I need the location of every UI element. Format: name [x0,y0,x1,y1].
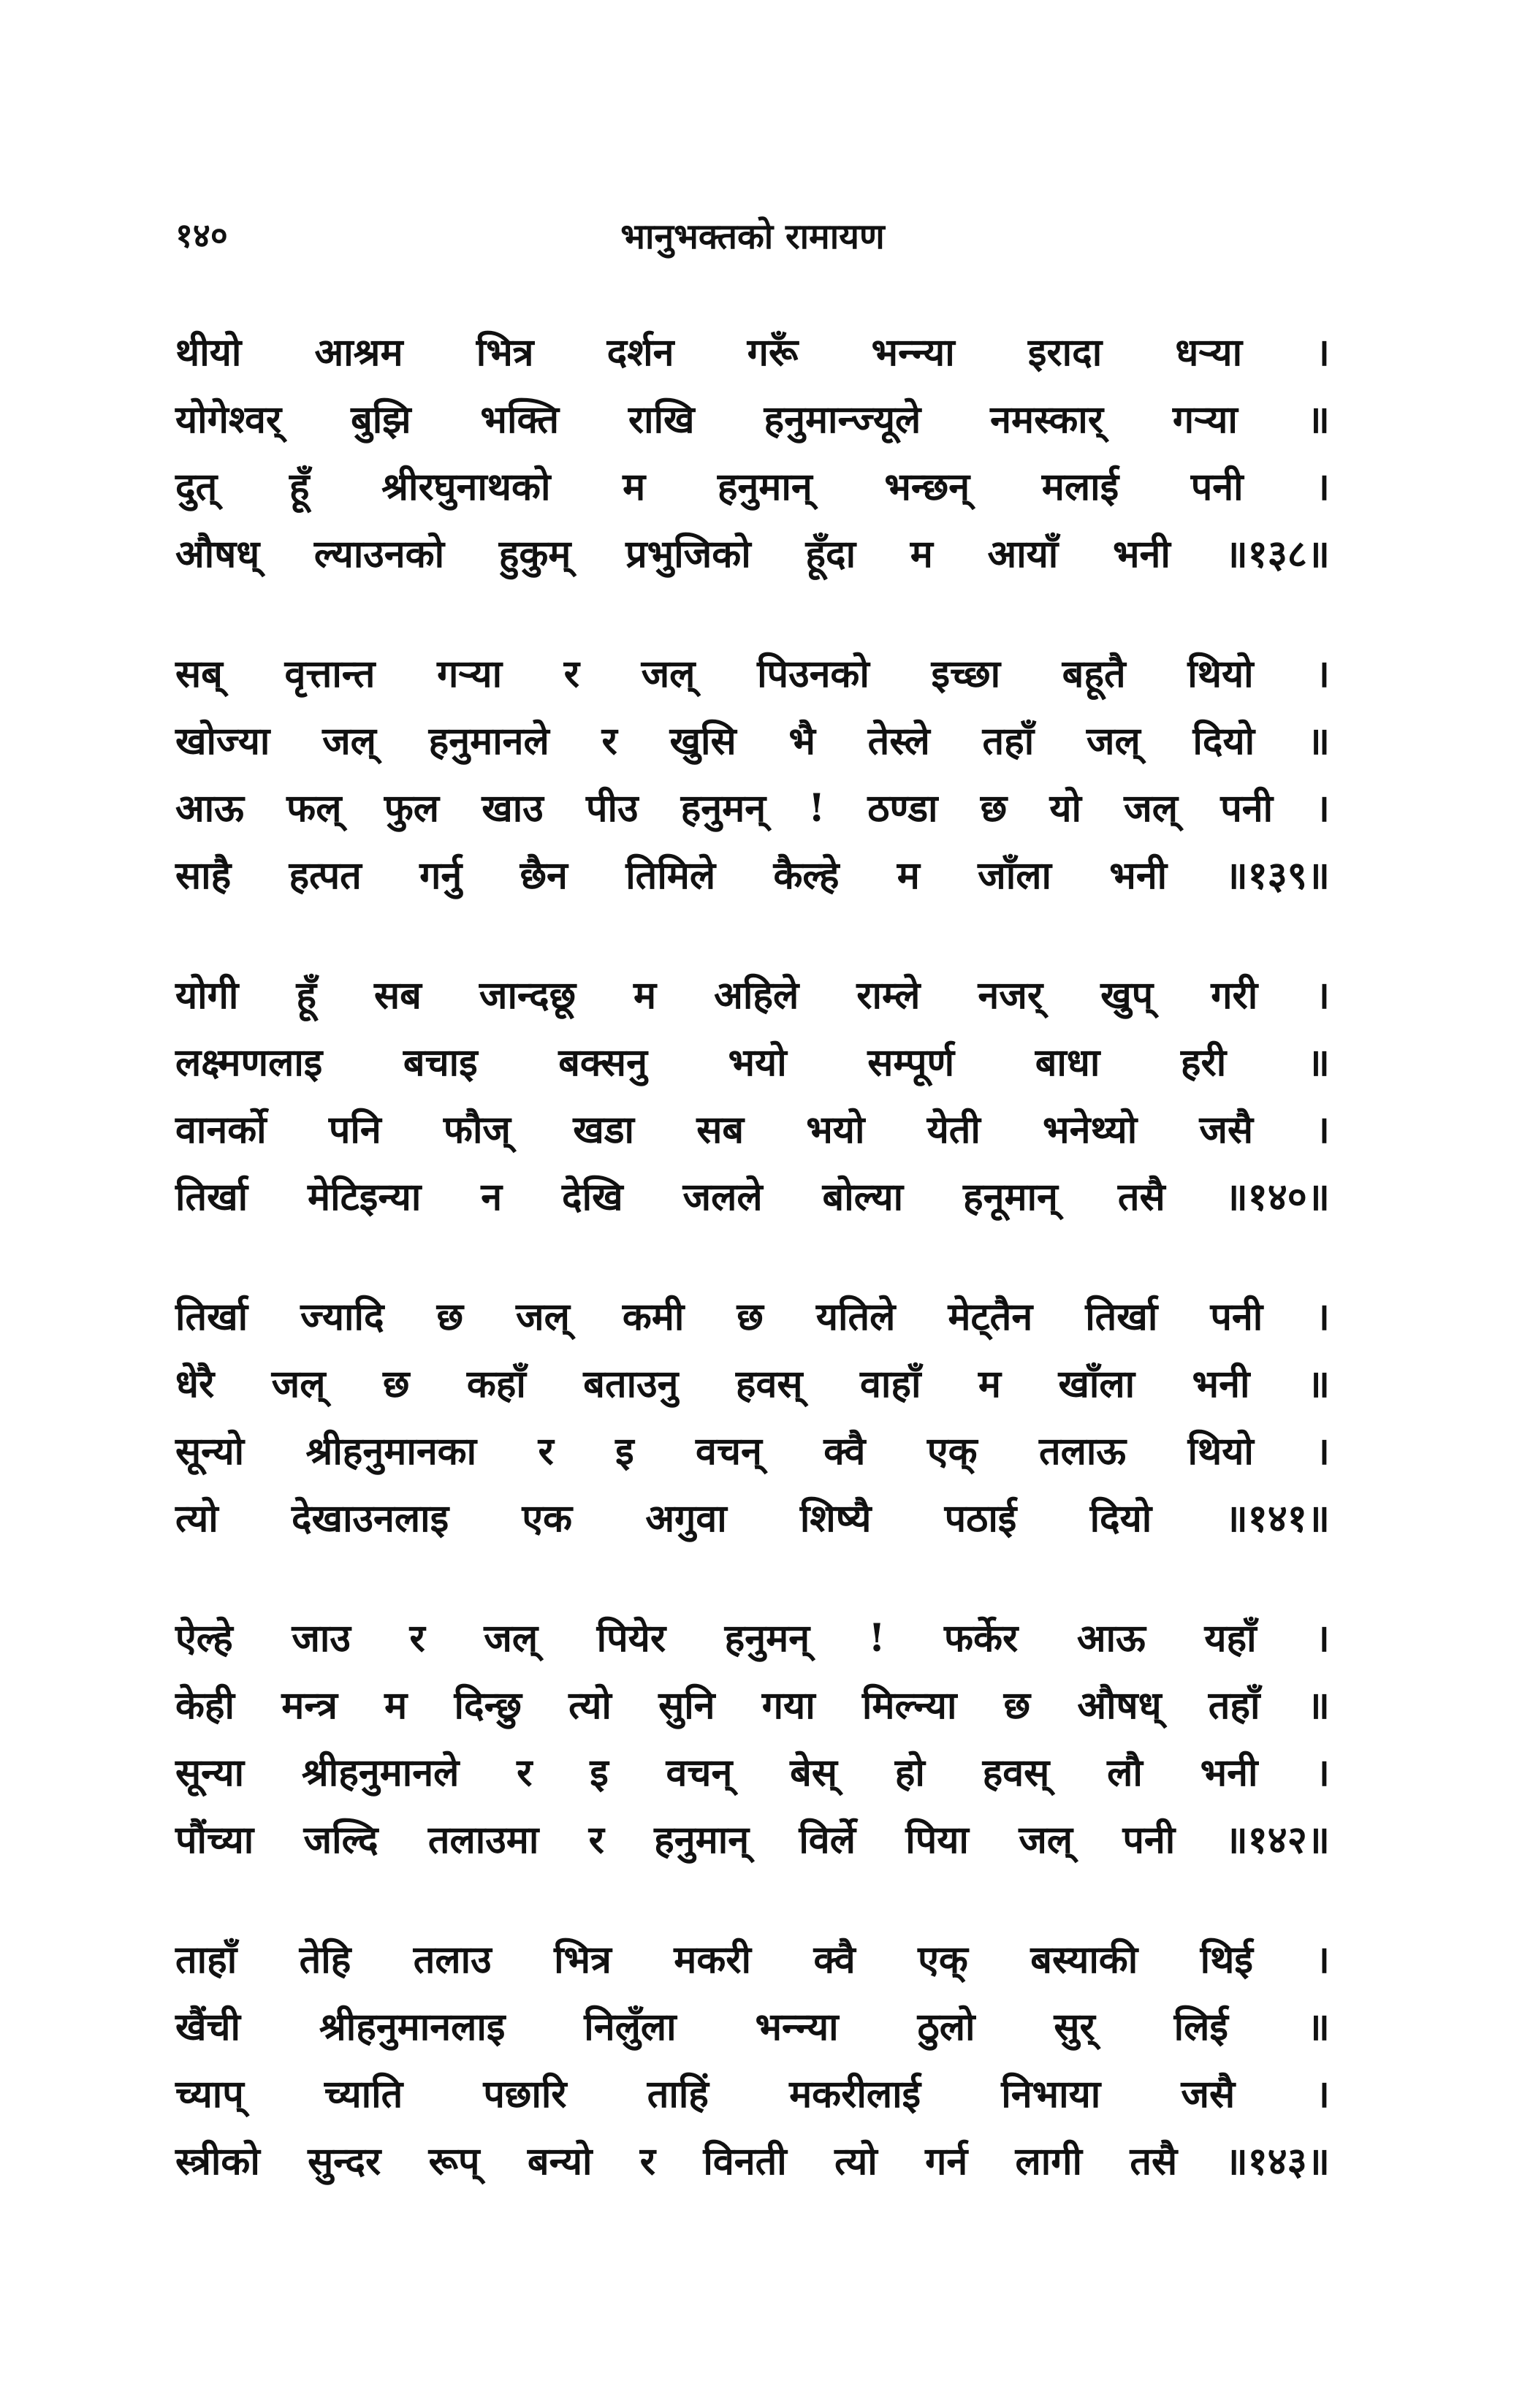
stanza [175,1932,1330,2254]
verse-word: राम्ले [856,973,921,1018]
verse-word: । [1315,973,1330,1018]
verse-word: पछारि [483,2072,567,2116]
verse-word: । [1315,1429,1330,1474]
verse-word: वृत्तान्त [284,652,376,696]
verse-line [175,1611,1330,1678]
verse-word: नजर् [978,973,1043,1018]
verse-word: ज्यादि [300,1295,384,1339]
verse-word: श्रीहनुमानलाइ [319,2005,506,2049]
verse-word: फुल [384,786,440,831]
verse-word: सून्या [175,1750,245,1795]
verse-word: छैन [520,853,568,898]
verse-word: सुन्दर [308,2139,381,2184]
verse-word: इच्छा [931,652,1001,696]
verse-word: ताहाँ [175,1938,237,1982]
verse-word: ॥१३८॥ [1225,532,1330,576]
verse-word: पनि [328,1108,381,1152]
verse-word: बचाइ [403,1040,478,1085]
verse-word: बहूतै [1062,652,1126,696]
verse-word: तहाँ [1208,1683,1260,1728]
verse-line [175,460,1330,527]
verse-line [175,714,1330,781]
verse-word: त्यो [568,1683,612,1728]
verse-word: पनी [1122,1818,1176,1862]
verse-word: औषध् [175,532,260,576]
verse-word: बस्याकी [1030,1938,1138,1982]
verse-word: र [563,652,579,696]
verse-word: । [1315,1750,1330,1795]
verse-word: हनुमान्ज्यूले [764,397,921,442]
verse-word: र [409,1616,425,1661]
verse-line [175,848,1330,915]
verse-word: केही [175,1683,235,1728]
verse-line [175,1932,1330,2000]
verse-word: हनुमन् [724,1616,810,1661]
verse-word: श्रीरघुनाथको [381,465,551,509]
verse-line [175,1813,1330,1880]
verse-word: यो [1049,786,1081,831]
verse-line [175,968,1330,1035]
verse-word: तिमिले [625,853,716,898]
verse-word: सब [696,1108,745,1152]
verse-word: दियो [1192,719,1255,763]
verse-word: थियो [1187,1429,1254,1474]
verse-word: ठण्डा [867,786,938,831]
verse-word: जाँला [978,853,1051,898]
verse-word: बताउनु [583,1362,679,1406]
verse-word: एक् [918,1938,968,1982]
verse-word: ॥ [1306,1040,1330,1085]
verse-word: वचन् [696,1429,762,1474]
verse-word: राखि [628,397,695,442]
verse-word: औषध् [1077,1683,1162,1728]
verse-word: ॥ [1306,1362,1330,1406]
verse-word: वाहाँ [859,1362,921,1406]
verse-word: धऱ्या [1175,330,1243,375]
verse-line [175,2000,1330,2067]
verse-word: मकरी [674,1938,752,1982]
verse-word: सुर् [1054,2005,1095,2049]
verse-word: ॥१४१॥ [1225,1496,1330,1541]
verse-word: विर्ले [799,1818,856,1862]
verse-word: निलुँला [584,2005,677,2049]
verse-word: अहिले [714,973,799,1018]
verse-word: हनुमन् [680,786,766,831]
verse-line [175,2134,1330,2201]
verse-word: जलले [682,1175,763,1219]
verse-word: धेरै [175,1362,215,1406]
verse-word: रूप् [428,2139,480,2184]
verse-word: म [978,1362,1001,1406]
verse-word: कैल्हे [773,853,840,898]
verse-word: गऱ्या [1172,397,1238,442]
verse-word: पनी [1220,786,1274,831]
verse-word: वानर्को [175,1108,267,1152]
verse-word: तलाउ [413,1938,492,1982]
verse-word: विनती [703,2139,787,2184]
verse-word: तहाँ [982,719,1035,763]
verse-word: क्वै [823,1429,866,1474]
verse-word: हरी [1180,1040,1227,1085]
verse-word: भक्ति [480,397,559,442]
verse-word: ॥ [1306,1683,1330,1728]
verse-word: ॥ [1306,2005,1330,2049]
verse-word: पौंच्या [175,1818,254,1862]
verse-body [175,325,1330,2254]
verse-word: भन्छन् [884,465,970,509]
verse-word: सुनि [658,1683,715,1728]
verse-word: मकरीलाई [789,2072,921,2116]
verse-word: र [538,1429,554,1474]
verse-word: खडा [573,1108,635,1152]
verse-word: थीयो [175,330,242,375]
verse-word: बेस् [790,1750,837,1795]
verse-word: लौ [1107,1750,1143,1795]
verse-word: स्त्रीको [175,2139,260,2184]
verse-line [175,1102,1330,1170]
verse-word: तिर्खा [175,1175,248,1219]
verse-word: तेहि [299,1938,351,1982]
verse-word: जल्दि [303,1818,378,1862]
verse-word: यहाँ [1204,1616,1257,1661]
page-header [175,212,1330,270]
verse-word: बुझि [351,397,411,442]
verse-word: म [910,532,933,576]
verse-word: दुत् [175,465,218,509]
verse-line [175,1678,1330,1745]
verse-word: लक्ष्मणलाइ [175,1040,323,1085]
verse-word: गर्नु [419,853,463,898]
verse-word: जल् [1019,1818,1073,1862]
verse-word: पिया [905,1818,969,1862]
verse-word: गया [761,1683,815,1728]
verse-word: खाउ [482,786,544,831]
verse-word: बक्सनु [558,1040,647,1085]
verse-word: भित्र [554,1938,612,1982]
verse-word: लिई [1173,2005,1228,2049]
verse-word: निभाया [1001,2072,1101,2116]
verse-word: दर्शन [606,330,674,375]
verse-line [175,2067,1330,2134]
verse-word: तिर्खा [1085,1295,1158,1339]
verse-word: भन्न्या [871,330,955,375]
verse-word: हनुमान् [717,465,813,509]
verse-word: ॥१४०॥ [1225,1175,1330,1219]
verse-word: बन्यो [527,2139,593,2184]
verse-word: आयाँ [987,532,1059,576]
verse-line [175,1357,1330,1424]
verse-word: थिई [1200,1938,1253,1982]
verse-word: हनूमान् [963,1175,1058,1219]
verse-word: कहाँ [466,1362,526,1406]
verse-word: हवस् [982,1750,1050,1795]
verse-word: हनुमानले [428,719,549,763]
verse-word: । [1315,2072,1330,2116]
verse-word: मेट्तैन [948,1295,1033,1339]
verse-word: योगी [175,973,239,1018]
verse-word: जल् [322,719,376,763]
verse-word: श्रीहनुमानका [305,1429,477,1474]
verse-word: म [623,465,646,509]
verse-word: खुप् [1100,973,1154,1018]
verse-word: ॥१४२॥ [1225,1818,1330,1862]
verse-word: साहै [175,853,232,898]
stanza [175,325,1330,647]
verse-word: तसै [1130,2139,1178,2184]
verse-word: फल् [286,786,342,831]
verse-word: मेटिइन्या [308,1175,422,1219]
verse-word: छ [1003,1683,1031,1728]
verse-word: भै [788,719,815,763]
verse-word: जल् [271,1362,326,1406]
verse-word: जसै [1199,1108,1254,1152]
verse-word: छ [436,1295,464,1339]
verse-word: जसै [1181,2072,1236,2116]
verse-line [175,781,1330,848]
verse-line [175,392,1330,460]
verse-word: पियेर [596,1616,666,1661]
verse-word: ! [808,786,826,831]
verse-word: एक [522,1496,573,1541]
verse-word: पीउ [585,786,639,831]
verse-word: तलाऊ [1038,1429,1127,1474]
verse-word: अगुवा [645,1496,727,1541]
verse-word: तसै [1117,1175,1165,1219]
verse-word: भनी [1109,853,1168,898]
verse-word: म [384,1683,408,1728]
verse-word: जल् [1124,786,1178,831]
verse-word: ! [868,1616,886,1661]
verse-word: ॥१४३॥ [1225,2139,1330,2184]
verse-word: मलाई [1041,465,1119,509]
verse-word: देखि [562,1175,623,1219]
verse-line [175,527,1330,594]
verse-word: म [633,973,657,1018]
verse-word: पनी [1210,1295,1263,1339]
running-title: भानुभक्तको रामायण [620,216,885,257]
stanza [175,1289,1330,1611]
verse-word: दियो [1089,1496,1152,1541]
verse-word: पिउनको [757,652,870,696]
verse-word: नमस्कार् [990,397,1104,442]
verse-word: हनुमान् [654,1818,750,1862]
stanza [175,968,1330,1289]
verse-line [175,1424,1330,1491]
verse-word: सब् [175,652,223,696]
verse-word: । [1315,652,1330,696]
verse-word: छ [980,786,1008,831]
verse-word: गऱ्या [437,652,503,696]
verse-word: इ [615,1429,634,1474]
verse-word: खाँला [1058,1362,1135,1406]
verse-word: भनी [1192,1362,1250,1406]
verse-word: ॥ [1306,719,1330,763]
verse-word: सब [374,973,422,1018]
verse-word: तेस्ले [867,719,930,763]
verse-word: सम्पूर्ण [867,1040,955,1085]
verse-word: योगेश्वर् [175,397,282,442]
verse-line [175,1745,1330,1813]
verse-word: । [1315,465,1330,509]
verse-word: र [517,1750,533,1795]
verse-word: ॥१३९॥ [1225,853,1330,898]
verse-word: आऊ [175,786,244,831]
verse-word: मिल्न्या [861,1683,957,1728]
verse-word: र [639,2139,656,2184]
verse-word: खुसि [669,719,737,763]
verse-word: ठुलो [917,2005,975,2049]
verse-word: र [588,1818,604,1862]
verse-word: इ [590,1750,609,1795]
verse-word: खैंची [175,2005,241,2049]
verse-word: भनेथ्यो [1043,1108,1138,1152]
verse-word: मन्त्र [281,1683,338,1728]
verse-word: फौज् [443,1108,511,1152]
verse-word: भित्र [476,330,534,375]
verse-word: खोज्या [175,719,270,763]
verse-word: । [1315,330,1330,375]
verse-word: । [1315,1616,1330,1661]
verse-word: जल् [484,1616,539,1661]
verse-word: भनी [1112,532,1171,576]
verse-word: म [897,853,920,898]
verse-word: जल् [1086,719,1141,763]
verse-word: जल् [516,1295,570,1339]
verse-word: । [1315,1108,1330,1152]
verse-word: । [1315,786,1330,831]
verse-word: तिर्खा [175,1295,248,1339]
verse-word: हवस् [735,1362,803,1406]
verse-line [175,647,1330,714]
verse-word: क्वै [813,1938,856,1982]
verse-word: हो [894,1750,925,1795]
verse-word: दिन्छु [454,1683,522,1728]
verse-line [175,1289,1330,1357]
verse-word: हूँ [289,465,310,509]
verse-word: लागी [1015,2139,1083,2184]
verse-word: पठाई [944,1496,1017,1541]
verse-word: प्रभुजिको [625,532,751,576]
verse-word: एक् [926,1429,978,1474]
verse-word: ॥ [1306,397,1330,442]
verse-word: तलाउमा [427,1818,539,1862]
verse-line [175,325,1330,392]
verse-word: गरूँ [747,330,799,375]
verse-word: फर्केर [944,1616,1019,1661]
stanza [175,1611,1330,1932]
verse-word: इरादा [1027,330,1103,375]
verse-word: जान्दछू [479,973,577,1018]
verse-word: बोल्या [822,1175,904,1219]
verse-word: न [481,1175,503,1219]
verse-word: भन्न्या [755,2005,839,2049]
verse-word: थियो [1187,652,1254,696]
verse-word: त्यो [834,2139,878,2184]
verse-word: जाउ [292,1616,351,1661]
verse-word: गरी [1211,973,1258,1018]
verse-word: भयो [806,1108,865,1152]
verse-line [175,1035,1330,1102]
verse-line [175,1491,1330,1558]
stanza [175,647,1330,968]
verse-word: हूँदा [805,532,856,576]
verse-word: जल् [641,652,696,696]
verse-word: ल्याउनको [313,532,445,576]
verse-word: शिष्यै [799,1496,872,1541]
verse-word: हुकुम् [498,532,571,576]
verse-word: कमी [622,1295,685,1339]
verse-word: र [601,719,617,763]
verse-word: च्याति [324,2072,403,2116]
verse-word: च्याप् [175,2072,244,2116]
verse-word: हूँ [296,973,316,1018]
verse-word: बाधा [1035,1040,1100,1085]
verse-word: हत्पत [289,853,362,898]
verse-word: आश्रम [314,330,403,375]
verse-word: छ [382,1362,410,1406]
verse-word: सून्यो [175,1429,245,1474]
verse-word: आऊ [1076,1616,1146,1661]
verse-word: गर्न [925,2139,968,2184]
page-number: १४० [175,216,228,255]
verse-word: त्यो [175,1496,218,1541]
verse-word: यतिले [815,1295,896,1339]
verse-word: वचन् [666,1750,733,1795]
verse-word: पनी [1190,465,1244,509]
verse-word: ताहिं [647,2072,709,2116]
verse-word: । [1315,1295,1330,1339]
verse-word: देखाउनलाइ [291,1496,449,1541]
verse-line [175,1170,1330,1237]
verse-word: येती [926,1108,981,1152]
verse-word: भनी [1200,1750,1258,1795]
verse-word: ऐल्हे [175,1616,233,1661]
verse-word: भयो [728,1040,787,1085]
verse-word: । [1315,1938,1330,1982]
verse-word: श्रीहनुमानले [301,1750,460,1795]
verse-word: छ [737,1295,764,1339]
